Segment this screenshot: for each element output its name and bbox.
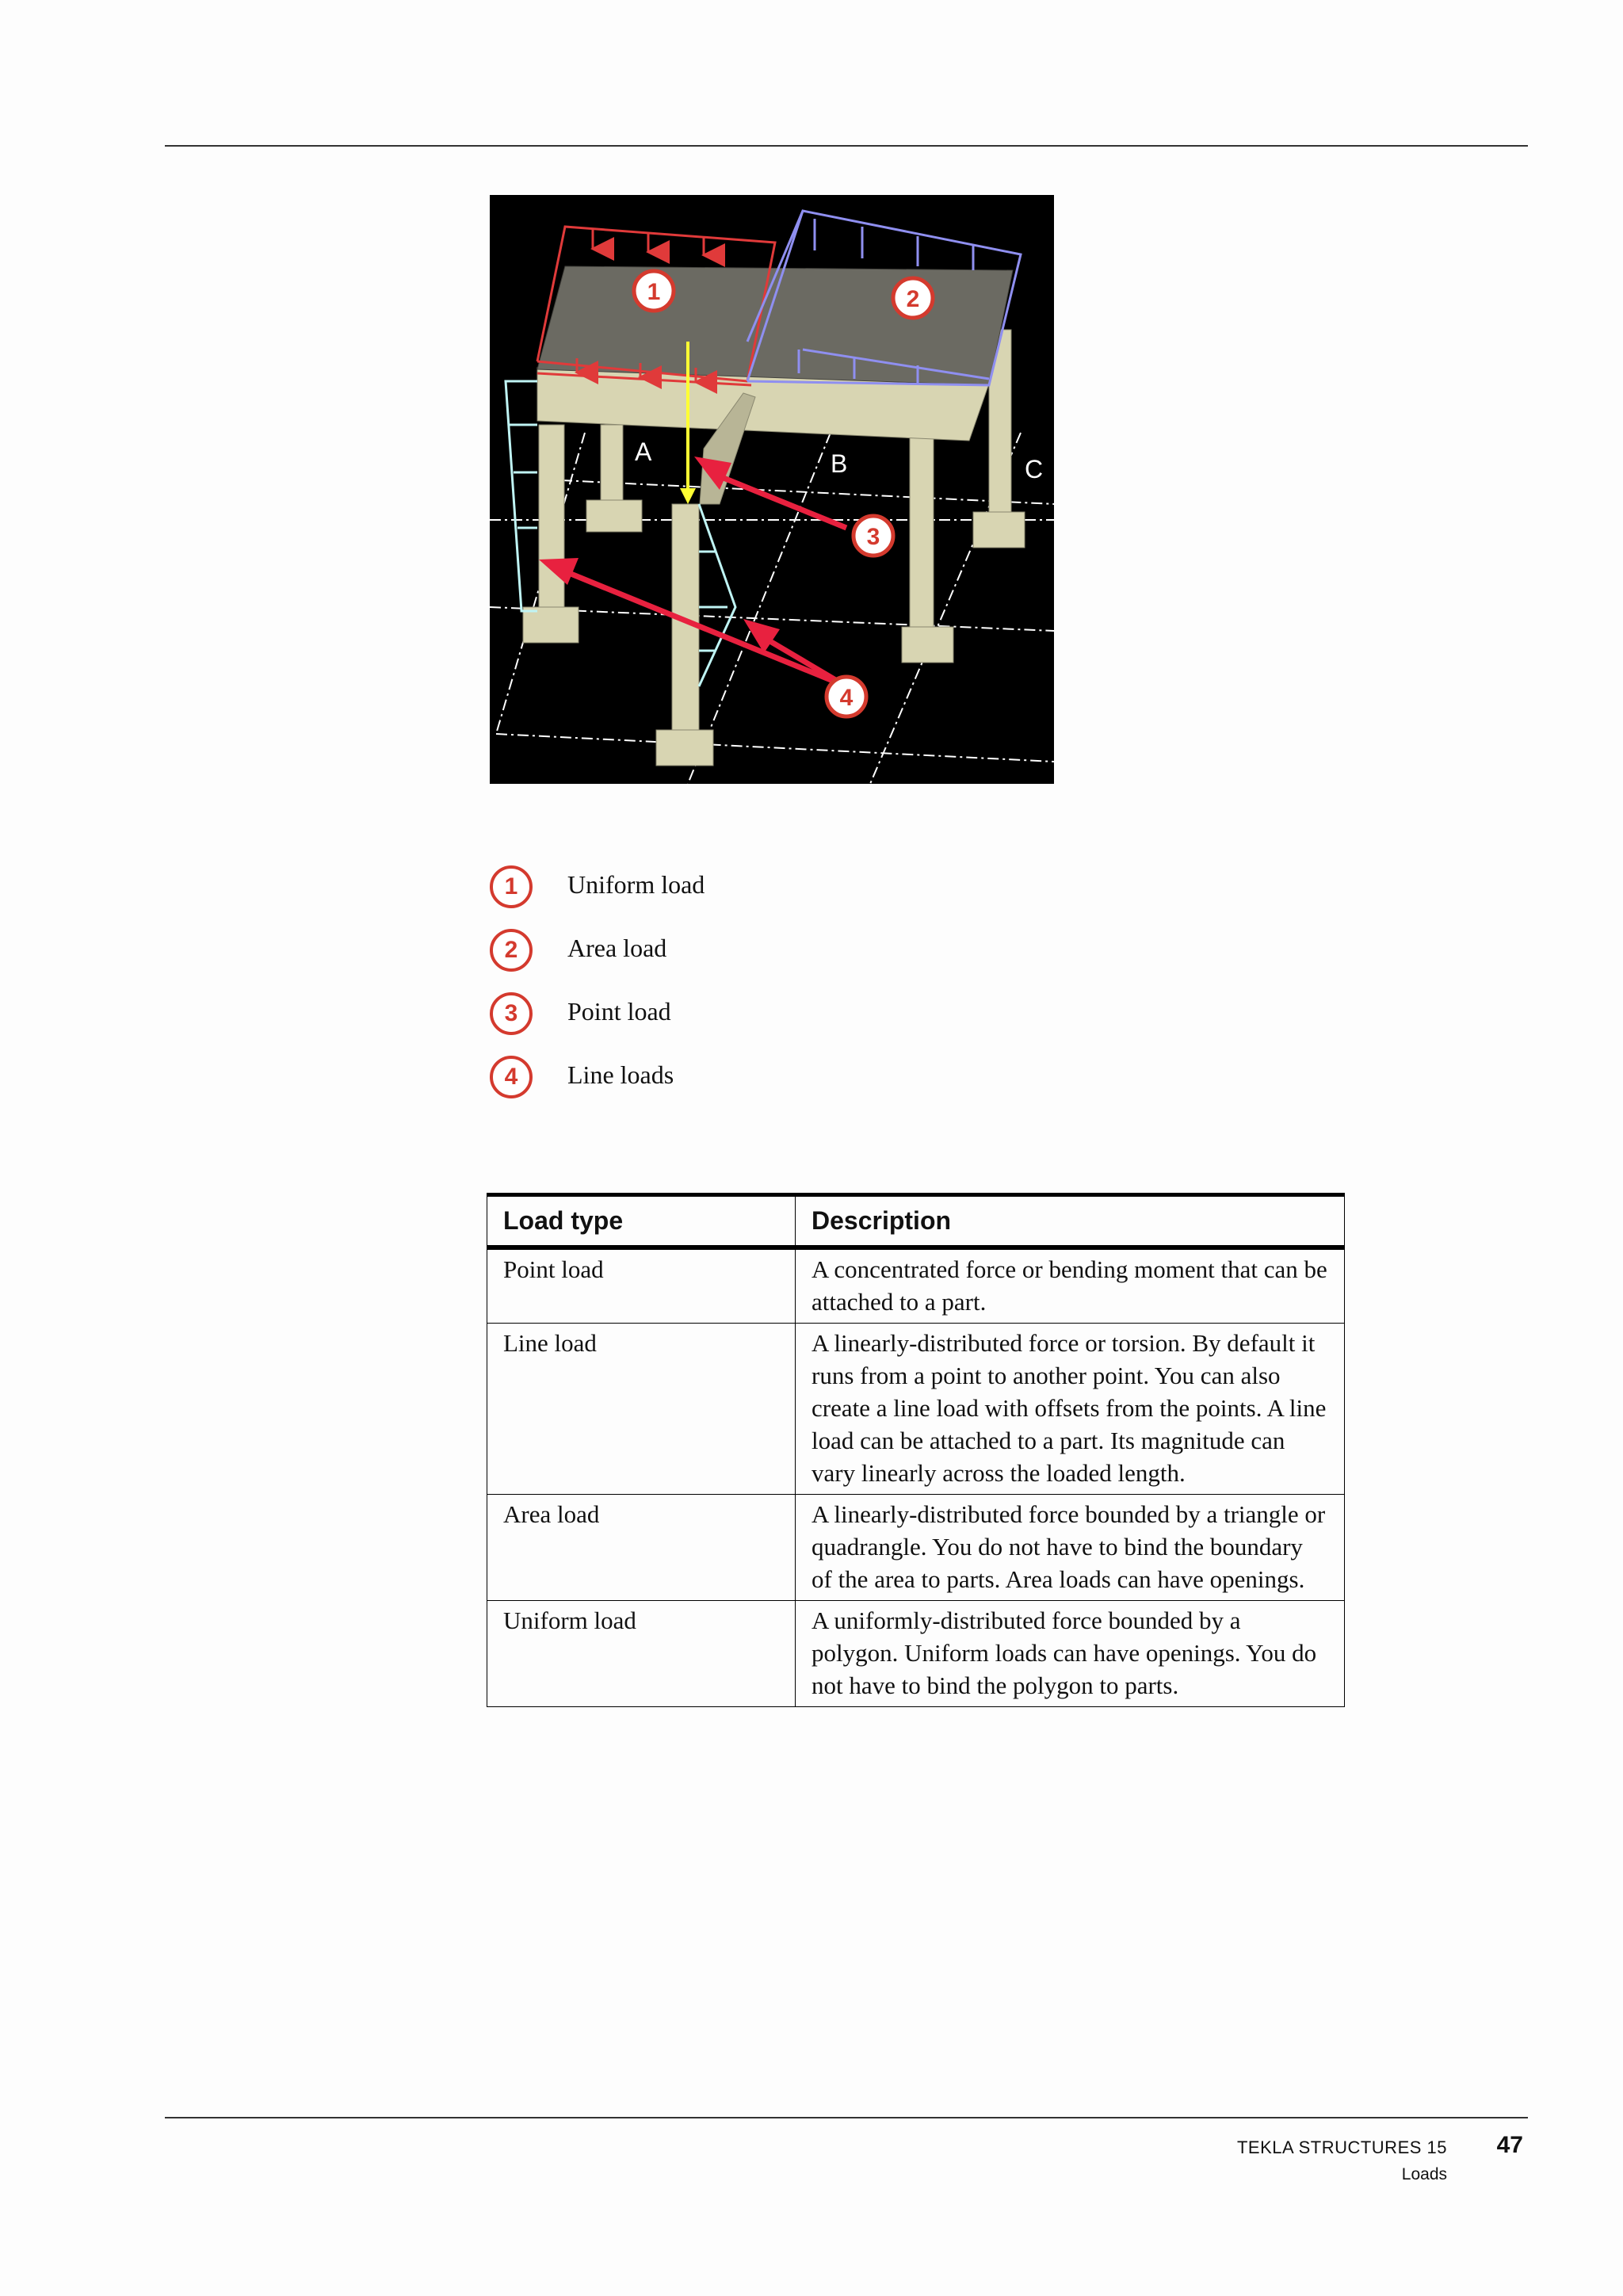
structure-3d-view: [490, 195, 1054, 784]
grid-labels: [635, 437, 1043, 483]
table-row: [487, 1495, 1345, 1601]
footer-rule: [165, 2117, 1528, 2118]
legend-label: Area load: [567, 934, 667, 962]
callout-3: [854, 516, 893, 556]
footer-section: Loads: [1401, 2165, 1447, 2183]
page-number: 47: [1496, 2132, 1523, 2158]
legend-label: Uniform load: [567, 870, 705, 899]
header-rule: [165, 145, 1528, 147]
load-type-cell: Area load: [487, 1495, 796, 1601]
table-row: [487, 1247, 1345, 1324]
column-header-load-type: Load type: [487, 1195, 796, 1248]
column-header-description: Description: [796, 1195, 1345, 1248]
description-cell: A uniformly-distributed force bounded by a polygon. Uniform loads can have openings. You do not have to bind the polygon to parts.: [796, 1601, 1345, 1707]
table-row: [487, 1324, 1345, 1495]
grid-label-b: B: [831, 449, 848, 478]
table-row: [487, 1601, 1345, 1707]
description-cell: A linearly-distributed force bounded by a triangle or quadrangle. You do not have to bind the boundary of the area to parts. Area loads can have openings.: [796, 1495, 1345, 1601]
grid-label-c: C: [1025, 455, 1044, 483]
table-header-row: [487, 1195, 1345, 1248]
load-type-cell: Point load: [487, 1247, 796, 1324]
load-type-cell: Uniform load: [487, 1601, 796, 1707]
load-types-table: [487, 1193, 1345, 1707]
callout-badge-icon: 4: [490, 1056, 533, 1098]
load-type-cell: Line load: [487, 1324, 796, 1495]
callout-badge-icon: 2: [490, 929, 533, 972]
callout-1: [634, 271, 674, 311]
svg-text:1: 1: [647, 279, 661, 305]
callout-badge-icon: 1: [490, 865, 533, 908]
svg-text:4: 4: [839, 685, 854, 711]
svg-text:2: 2: [906, 286, 920, 312]
callout-badge-icon: 3: [490, 992, 533, 1035]
description-cell: A concentrated force or bending moment that can be attached to a part.: [796, 1247, 1345, 1324]
legend-label: Point load: [567, 997, 671, 1026]
description-cell: A linearly-distributed force or torsion. By default it runs from a point to another point. You can also create a line load with offsets from the points. A line load can be attached to a part. Its magnitude can vary linearly across the loaded length.: [796, 1324, 1345, 1495]
footer-title: TEKLA STRUCTURES 15: [1236, 2137, 1447, 2157]
structure-load-figure: [490, 195, 1054, 784]
legend-label: Line loads: [567, 1060, 674, 1089]
callout-2: [893, 278, 933, 318]
callout-4: [827, 677, 866, 716]
grid-label-a: A: [635, 437, 652, 466]
svg-text:3: 3: [866, 524, 880, 550]
